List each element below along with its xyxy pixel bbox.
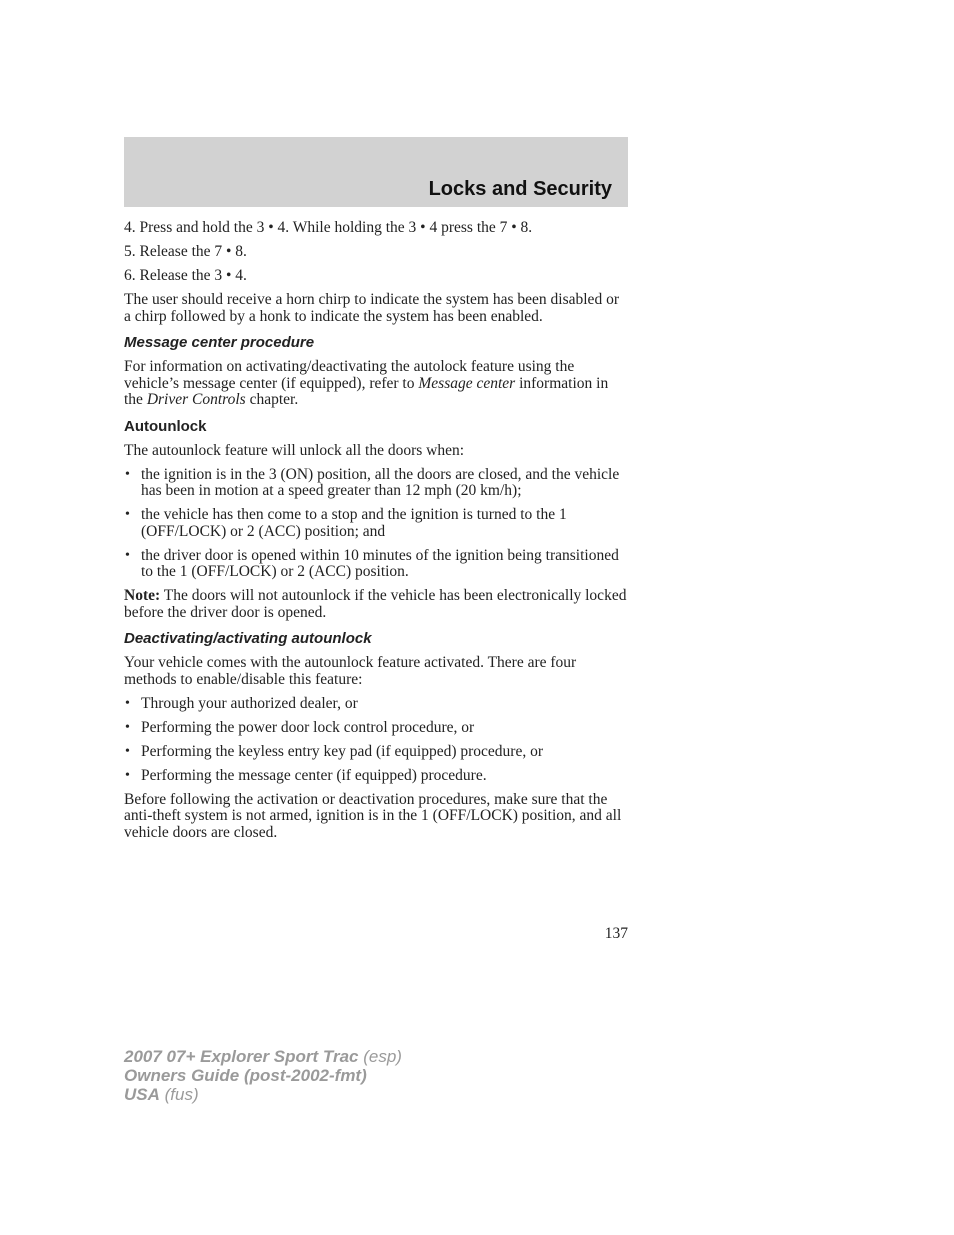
list-item-text: the ignition is in the 3 (ON) position, all the doors are closed, and the vehicle has been in motion at a speed greater than 12 mph (20 km/h); bbox=[141, 465, 620, 499]
footer-market-code: (fus) bbox=[159, 1085, 199, 1104]
list-item bbox=[124, 768, 628, 785]
deactivating-intro: Your vehicle comes with the autounlock feature activated. There are four methods to enable/disable this feature: bbox=[124, 654, 577, 688]
message-center-text-middle: information in the bbox=[124, 374, 609, 408]
list-item-text: the vehicle has then come to a stop and the ignition is turned to the 1 (OFF/LOCK) or 2 (ACC) position; and bbox=[141, 506, 567, 540]
message-center-text-before: For information on activating/deactivating the autolock feature using the vehicle’s message center (if equipped), refer to bbox=[124, 358, 575, 392]
horn-paragraph: The user should receive a horn chirp to indicate the system has been disabled or a chirp followed by a honk to indicate the system has been enabled. bbox=[124, 291, 619, 325]
step-5: 5. Release the 7 • 8. bbox=[124, 243, 247, 260]
step-4: 4. Press and hold the 3 • 4. While holding the 3 • 4 press the 7 • 8. bbox=[124, 219, 533, 236]
list-item bbox=[124, 467, 628, 500]
autounlock-intro: The autounlock feature will unlock all the doors when: bbox=[124, 441, 465, 459]
deactivating-methods-list bbox=[124, 696, 628, 785]
message-center-text-after: chapter. bbox=[245, 391, 299, 408]
autounlock-conditions-list bbox=[124, 467, 628, 581]
footer-model: 2007 07+ Explorer Sport Trac bbox=[124, 1047, 359, 1066]
bullet-icon: • bbox=[125, 719, 130, 735]
list-item bbox=[124, 720, 628, 737]
list-item-text: Performing the power door lock control procedure, or bbox=[141, 718, 475, 736]
list-item-text: the driver door is opened within 10 minutes of the ignition being transitioned to the 1 (OFF/LOCK) or 2 (ACC) position. bbox=[141, 546, 619, 580]
list-item bbox=[124, 696, 628, 713]
page-content bbox=[124, 220, 628, 849]
section-header-band bbox=[124, 137, 628, 207]
message-center-heading: Message center procedure bbox=[124, 334, 315, 351]
bullet-icon: • bbox=[125, 466, 130, 482]
footer-market: USA bbox=[124, 1085, 160, 1104]
footer-guide: Owners Guide (post-2002-fmt) bbox=[124, 1066, 367, 1085]
list-item-text: Performing the message center (if equipped) procedure. bbox=[141, 766, 487, 784]
note-label: Note: bbox=[124, 587, 161, 604]
list-item-text: Performing the keyless entry key pad (if equipped) procedure, or bbox=[141, 742, 544, 760]
bullet-icon: • bbox=[125, 507, 130, 522]
footer-line-2 bbox=[124, 1066, 402, 1085]
document-footer bbox=[124, 1047, 402, 1104]
step-6: 6. Release the 3 • 4. bbox=[124, 267, 247, 284]
message-center-paragraph bbox=[124, 359, 628, 409]
footer-line-3 bbox=[124, 1085, 402, 1104]
page-number: 137 bbox=[604, 925, 628, 942]
autounlock-heading: Autounlock bbox=[124, 417, 207, 435]
driver-controls-reference: Driver Controls bbox=[146, 391, 246, 408]
bullet-icon: • bbox=[125, 547, 130, 563]
list-item-text: Through your authorized dealer, or bbox=[141, 694, 358, 712]
section-title: Locks and Security bbox=[428, 178, 612, 200]
deactivating-closing: Before following the activation or deactivation procedures, make sure that the anti-theft system is not armed, ignition is in the 1 (OFF/LOCK) position, and all vehicle doors are closed. bbox=[124, 790, 622, 841]
autounlock-note bbox=[124, 588, 628, 621]
footer-line-1 bbox=[124, 1047, 402, 1066]
message-center-reference: Message center bbox=[418, 374, 516, 392]
bullet-icon: • bbox=[125, 767, 130, 783]
list-item bbox=[124, 744, 628, 761]
deactivating-heading: Deactivating/activating autounlock bbox=[124, 630, 372, 647]
list-item bbox=[124, 507, 628, 540]
footer-model-code: (esp) bbox=[358, 1047, 402, 1066]
bullet-icon: • bbox=[125, 695, 130, 711]
list-item bbox=[124, 548, 628, 581]
note-text: The doors will not autounlock if the vehicle has been electronically locked before the driver door is opened. bbox=[124, 587, 627, 621]
bullet-icon: • bbox=[125, 743, 130, 759]
